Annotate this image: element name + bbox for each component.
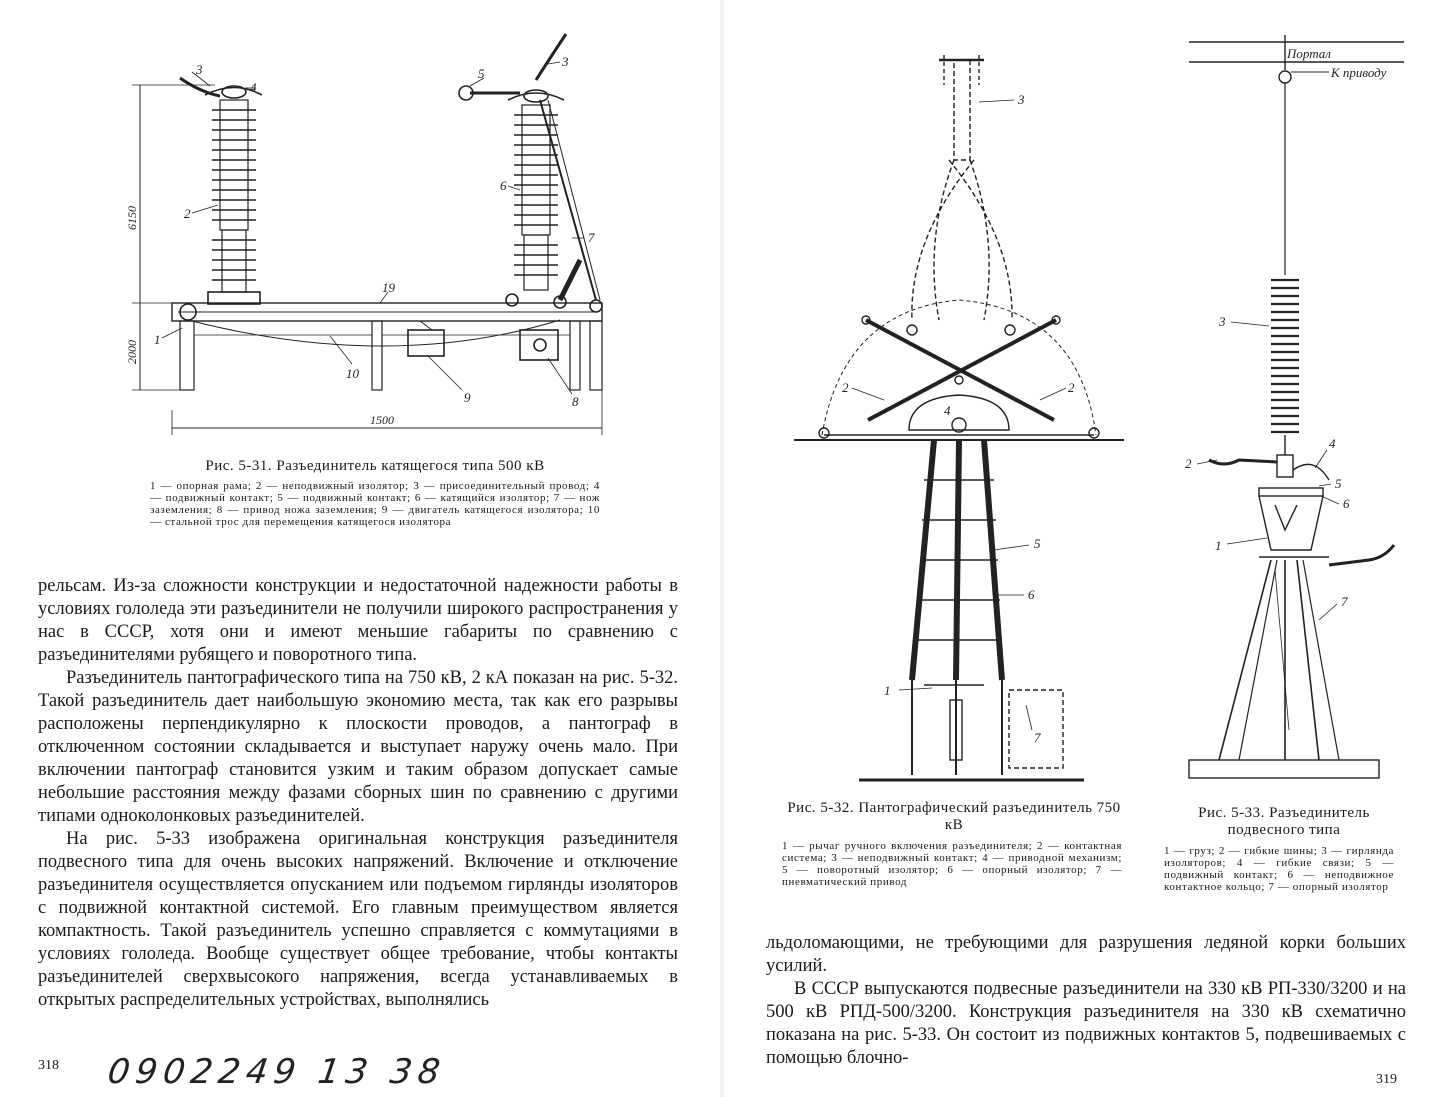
left-page-body [38, 575, 678, 1012]
fig531-label-6: 6 [500, 178, 507, 193]
fig531-label-5: 5 [478, 66, 485, 81]
right-page-body [766, 932, 1406, 1070]
figure-5-31-legend: 1 — опорная рама; 2 — неподвижный изолятор; 3 — присоединительный провод; 4 — подвижный контакт; 5 — подвижный контакт; 6 — катящийся изолятор; 7 — нож заземления; 8 — привод ножа заземления; 9 — двигатель катящегося изолятора; 10 — стальной трос для перемещения катящегося изолятора [150, 480, 600, 528]
fig531-dim-1500: 1500 [370, 413, 394, 427]
right-paragraph-2: В СССР выпускаются подвесные разъединители на 330 кВ РП-330/3200 и на 500 кВ РПД-500/3200. Конструкция разъединителя на 330 кВ схематично показана на рис. 5-33. Он состоит из подвижных контактов 5, подвешиваемых с помощью блочно- [766, 979, 1406, 1068]
fig533-label-6: 6 [1343, 496, 1350, 511]
fig532-label-2-left: 2 [842, 380, 849, 395]
figure-5-33-legend: 1 — груз; 2 — гибкие шины; 3 — гирлянда изоляторов; 4 — гибкие связи; 5 — подвижный контакт; 6 — неподвижное контактное кольцо; 7 — опорный изолятор [1164, 845, 1394, 893]
figure-5-33-caption: Рис. 5-33. Разъединитель подвесного типа [1198, 805, 1370, 838]
fig532-label-5: 5 [1034, 536, 1041, 551]
fig532-label-3: 3 [1018, 92, 1025, 107]
fig531-label-4: 4 [250, 80, 257, 95]
figure-5-33-drawing [1179, 30, 1429, 790]
left-page [0, 0, 720, 1097]
fig531-label-2: 2 [184, 206, 191, 221]
fig531-label-7: 7 [588, 230, 595, 245]
figure-5-31-drawing [0, 0, 720, 450]
fig532-label-1: 1 [884, 683, 891, 698]
fig531-dim-2000: 2000 [125, 340, 139, 364]
fig533-label-portal: Портал [1287, 46, 1331, 61]
figure-5-32-caption: Рис. 5-32. Пантографический разъединитель 750 кВ [787, 800, 1121, 833]
fig533-label-5: 5 [1335, 476, 1342, 491]
fig533-label-4: 4 [1329, 436, 1336, 451]
fig533-label-2: 2 [1185, 456, 1192, 471]
fig531-label-9: 9 [464, 390, 471, 405]
figure-5-32-drawing [784, 40, 1164, 790]
left-paragraph-2: Разъединитель пантографического типа на 750 кВ, 2 кА показан на рис. 5-32. Такой разъединитель дает наибольшую экономию места, так как его разрывы расположены перпендикулярно к плоскости проводов, а пантограф в отключенном состоянии складывается и выступает наружу очень мало. При включении пантограф становится узким и таким образом допускает самые небольшие расстояния между фазами сборных шин по сравнению с другими типами одноколонковых разъединителей. [38, 668, 678, 826]
right-page [724, 0, 1449, 1097]
fig531-label-3a: 3 [196, 62, 203, 77]
fig533-label-1: 1 [1215, 538, 1222, 553]
fig533-label-to-drive: К приводу [1331, 65, 1387, 80]
fig531-label-8: 8 [572, 394, 579, 409]
right-paragraph-1: льдоломающими, не требующими для разрушения ледяной корки больших усилий. [766, 933, 1406, 976]
page-number-left: 318 [38, 1058, 59, 1073]
fig532-label-6: 6 [1028, 587, 1035, 602]
fig531-label-1: 1 [154, 332, 161, 347]
fig531-label-10: 10 [346, 366, 359, 381]
fig533-label-3: 3 [1219, 314, 1226, 329]
page-number-right: 319 [1376, 1072, 1397, 1087]
figure-5-31-caption: Рис. 5-31. Разъединитель катящегося типа 500 кВ [205, 458, 545, 474]
fig532-label-2-right: 2 [1068, 380, 1075, 395]
fig532-label-4: 4 [944, 403, 951, 418]
left-paragraph-3: На рис. 5-33 изображена оригинальная конструкция разъединителя подвесного типа для очень высоких напряжений. Включение и отключение разъединителя осуществляется опусканием или подъемом гирлянды изоляторов с подвижной контактной системой. Его главным преимуществом является компактность. Такой разъединитель успешно справляется с коммутациями в условиях гололеда. Вообще существует общее требование, чтобы контакты разъединителей сверхвысокого напряжения, всегда устанавливаемых в открытых распределительных устройствах, выполнялись [38, 829, 678, 1010]
fig531-label-19: 19 [382, 280, 395, 295]
fig531-label-3b: 3 [562, 54, 569, 69]
left-paragraph-1: рельсам. Из-за сложности конструкции и недостаточной надежности работы в условиях гололеда эти разъединители не получили широкого распространения у нас в СССР, хотя они и имеют меньшие габариты по сравнению с разъединителями рубящего и поворотного типа. [38, 576, 678, 665]
handwritten-note: 0902249 13 38 [105, 1052, 449, 1092]
fig531-dim-6150: 6150 [125, 206, 139, 230]
fig533-label-7: 7 [1341, 594, 1348, 609]
figure-5-32-legend: 1 — рычаг ручного включения разъединителя; 2 — контактная система; 3 — неподвижный контакт; 4 — приводной механизм; 5 — поворотный изолятор; 6 — опорный изолятор; 7 — пневматический привод [782, 840, 1122, 888]
fig532-label-7: 7 [1034, 730, 1041, 745]
